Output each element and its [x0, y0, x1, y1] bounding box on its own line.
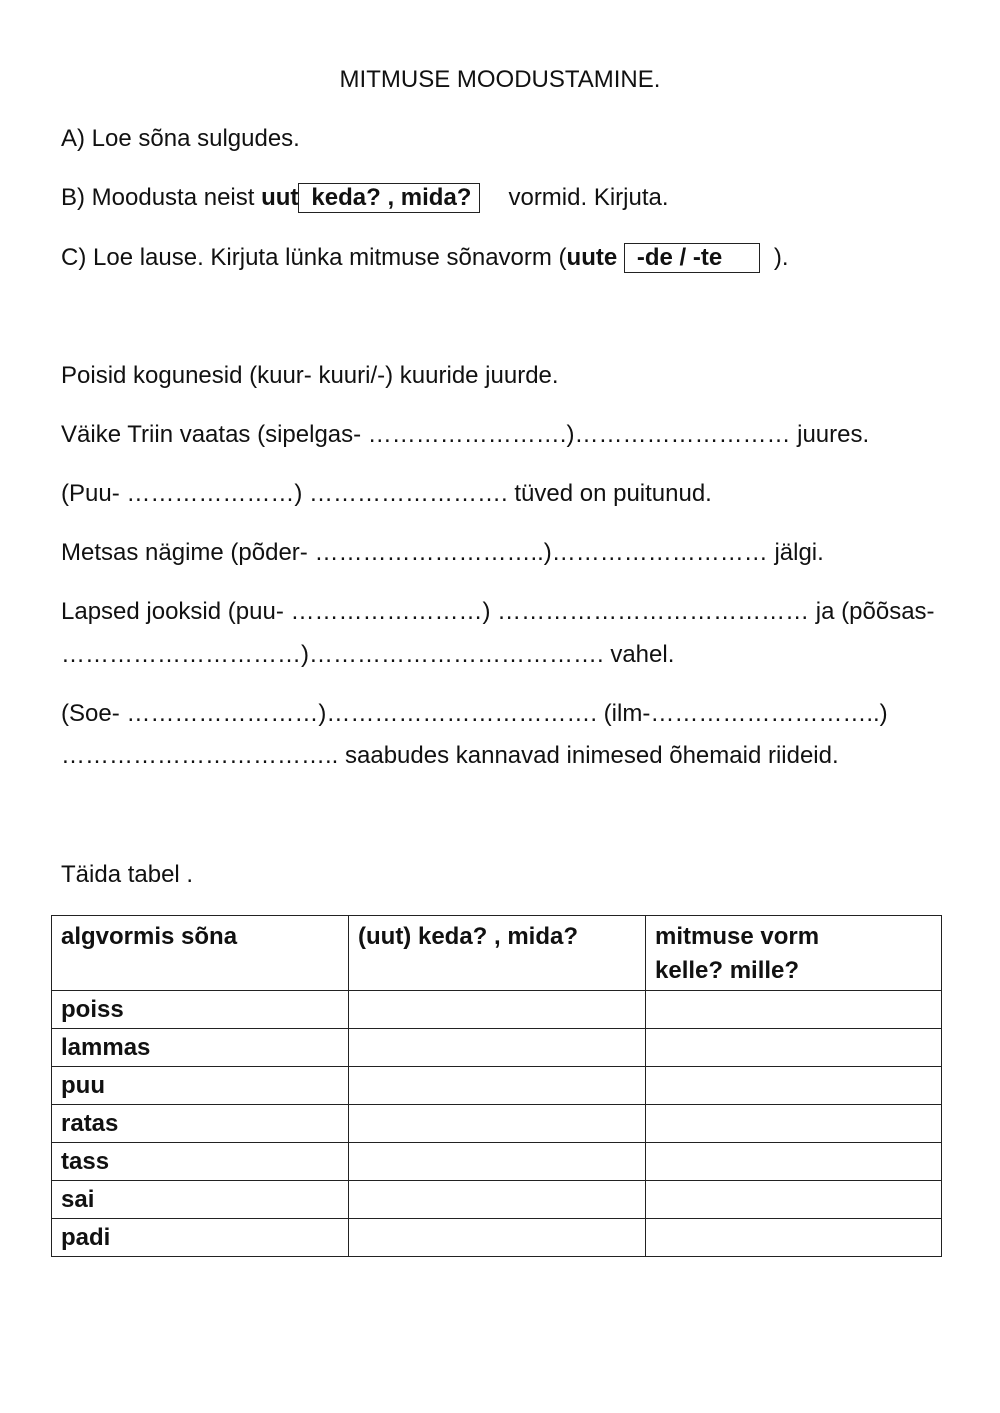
uut-form-cell[interactable]: [349, 1067, 646, 1105]
sentence-1: Poisid kogunesid (kuur- kuuri/-) kuuride juurde.: [61, 362, 559, 389]
word-table: [51, 915, 942, 1257]
table-row: [52, 1105, 942, 1143]
table-header-row: [52, 916, 942, 991]
plural-form-cell[interactable]: [646, 991, 942, 1029]
uut-form-cell[interactable]: [349, 1181, 646, 1219]
uut-form-cell[interactable]: [349, 1143, 646, 1181]
instruction-c-end: ).: [773, 244, 789, 271]
plural-form-cell[interactable]: [646, 1105, 942, 1143]
uut-form-cell[interactable]: [349, 1219, 646, 1257]
instruction-b: [61, 183, 669, 213]
table-row: [52, 1067, 942, 1105]
plural-form-cell[interactable]: [646, 1219, 942, 1257]
table-intro: Täida tabel .: [61, 861, 194, 888]
table-row: [52, 1143, 942, 1181]
header-plural-form: [646, 916, 942, 991]
table-row: [52, 1029, 942, 1067]
uut-form-cell[interactable]: [349, 991, 646, 1029]
sentence-4: Metsas nägime (põder- ………………………..)……………………… jälgi.: [61, 539, 824, 566]
sentence-3: (Puu- …………………) ……………………. tüved on puitunud.: [61, 480, 712, 507]
sentence-6-line-1: (Soe- ……………………)……………………………. (ilm-………………………..): [61, 700, 888, 727]
uut-form-cell[interactable]: [349, 1105, 646, 1143]
table-row: [52, 1181, 942, 1219]
row-word: tass: [52, 1143, 349, 1181]
row-word: lammas: [52, 1029, 349, 1067]
plural-form-cell[interactable]: [646, 1029, 942, 1067]
row-word: puu: [52, 1067, 349, 1105]
instruction-b-bold: uut: [261, 184, 299, 211]
row-word: poiss: [52, 991, 349, 1029]
sentence-5-line-2: …………………………)………………………………. vahel.: [61, 641, 675, 668]
header-base-form: algvormis sõna: [52, 916, 349, 991]
table-row: [52, 991, 942, 1029]
sentence-2: Väike Triin vaatas (sipelgas- …………………….)……………………… juures.: [61, 421, 870, 448]
instruction-b-text: B) Moodusta neist: [61, 184, 262, 211]
instruction-c-bold: uute: [566, 244, 618, 271]
instruction-c: [61, 243, 789, 273]
sentence-5-line-1: Lapsed jooksid (puu- ……………………) ………………………………… ja (põõsas-: [61, 598, 935, 625]
row-word: padi: [52, 1219, 349, 1257]
instruction-b-end: vormid. Kirjuta.: [508, 184, 669, 211]
row-word: ratas: [52, 1105, 349, 1143]
header-plural-line-1: mitmuse vorm: [655, 923, 820, 950]
sentence-6-line-2: …………………………….. saabudes kannavad inimesed õhemaid riideid.: [61, 742, 839, 769]
header-plural-line-2: kelle? mille?: [655, 957, 800, 984]
instruction-c-box: -de / -te: [624, 243, 760, 273]
plural-form-cell[interactable]: [646, 1181, 942, 1219]
instruction-b-box: keda? , mida?: [298, 183, 480, 213]
uut-form-cell[interactable]: [349, 1029, 646, 1067]
row-word: sai: [52, 1181, 349, 1219]
plural-form-cell[interactable]: [646, 1067, 942, 1105]
plural-form-cell[interactable]: [646, 1143, 942, 1181]
page-title: MITMUSE MOODUSTAMINE.: [339, 66, 661, 93]
header-uut-form: (uut) keda? , mida?: [349, 916, 646, 991]
table-row: [52, 1219, 942, 1257]
instruction-a: A) Loe sõna sulgudes.: [61, 125, 300, 152]
instruction-c-text: C) Loe lause. Kirjuta lünka mitmuse sõnavorm (: [61, 244, 567, 271]
